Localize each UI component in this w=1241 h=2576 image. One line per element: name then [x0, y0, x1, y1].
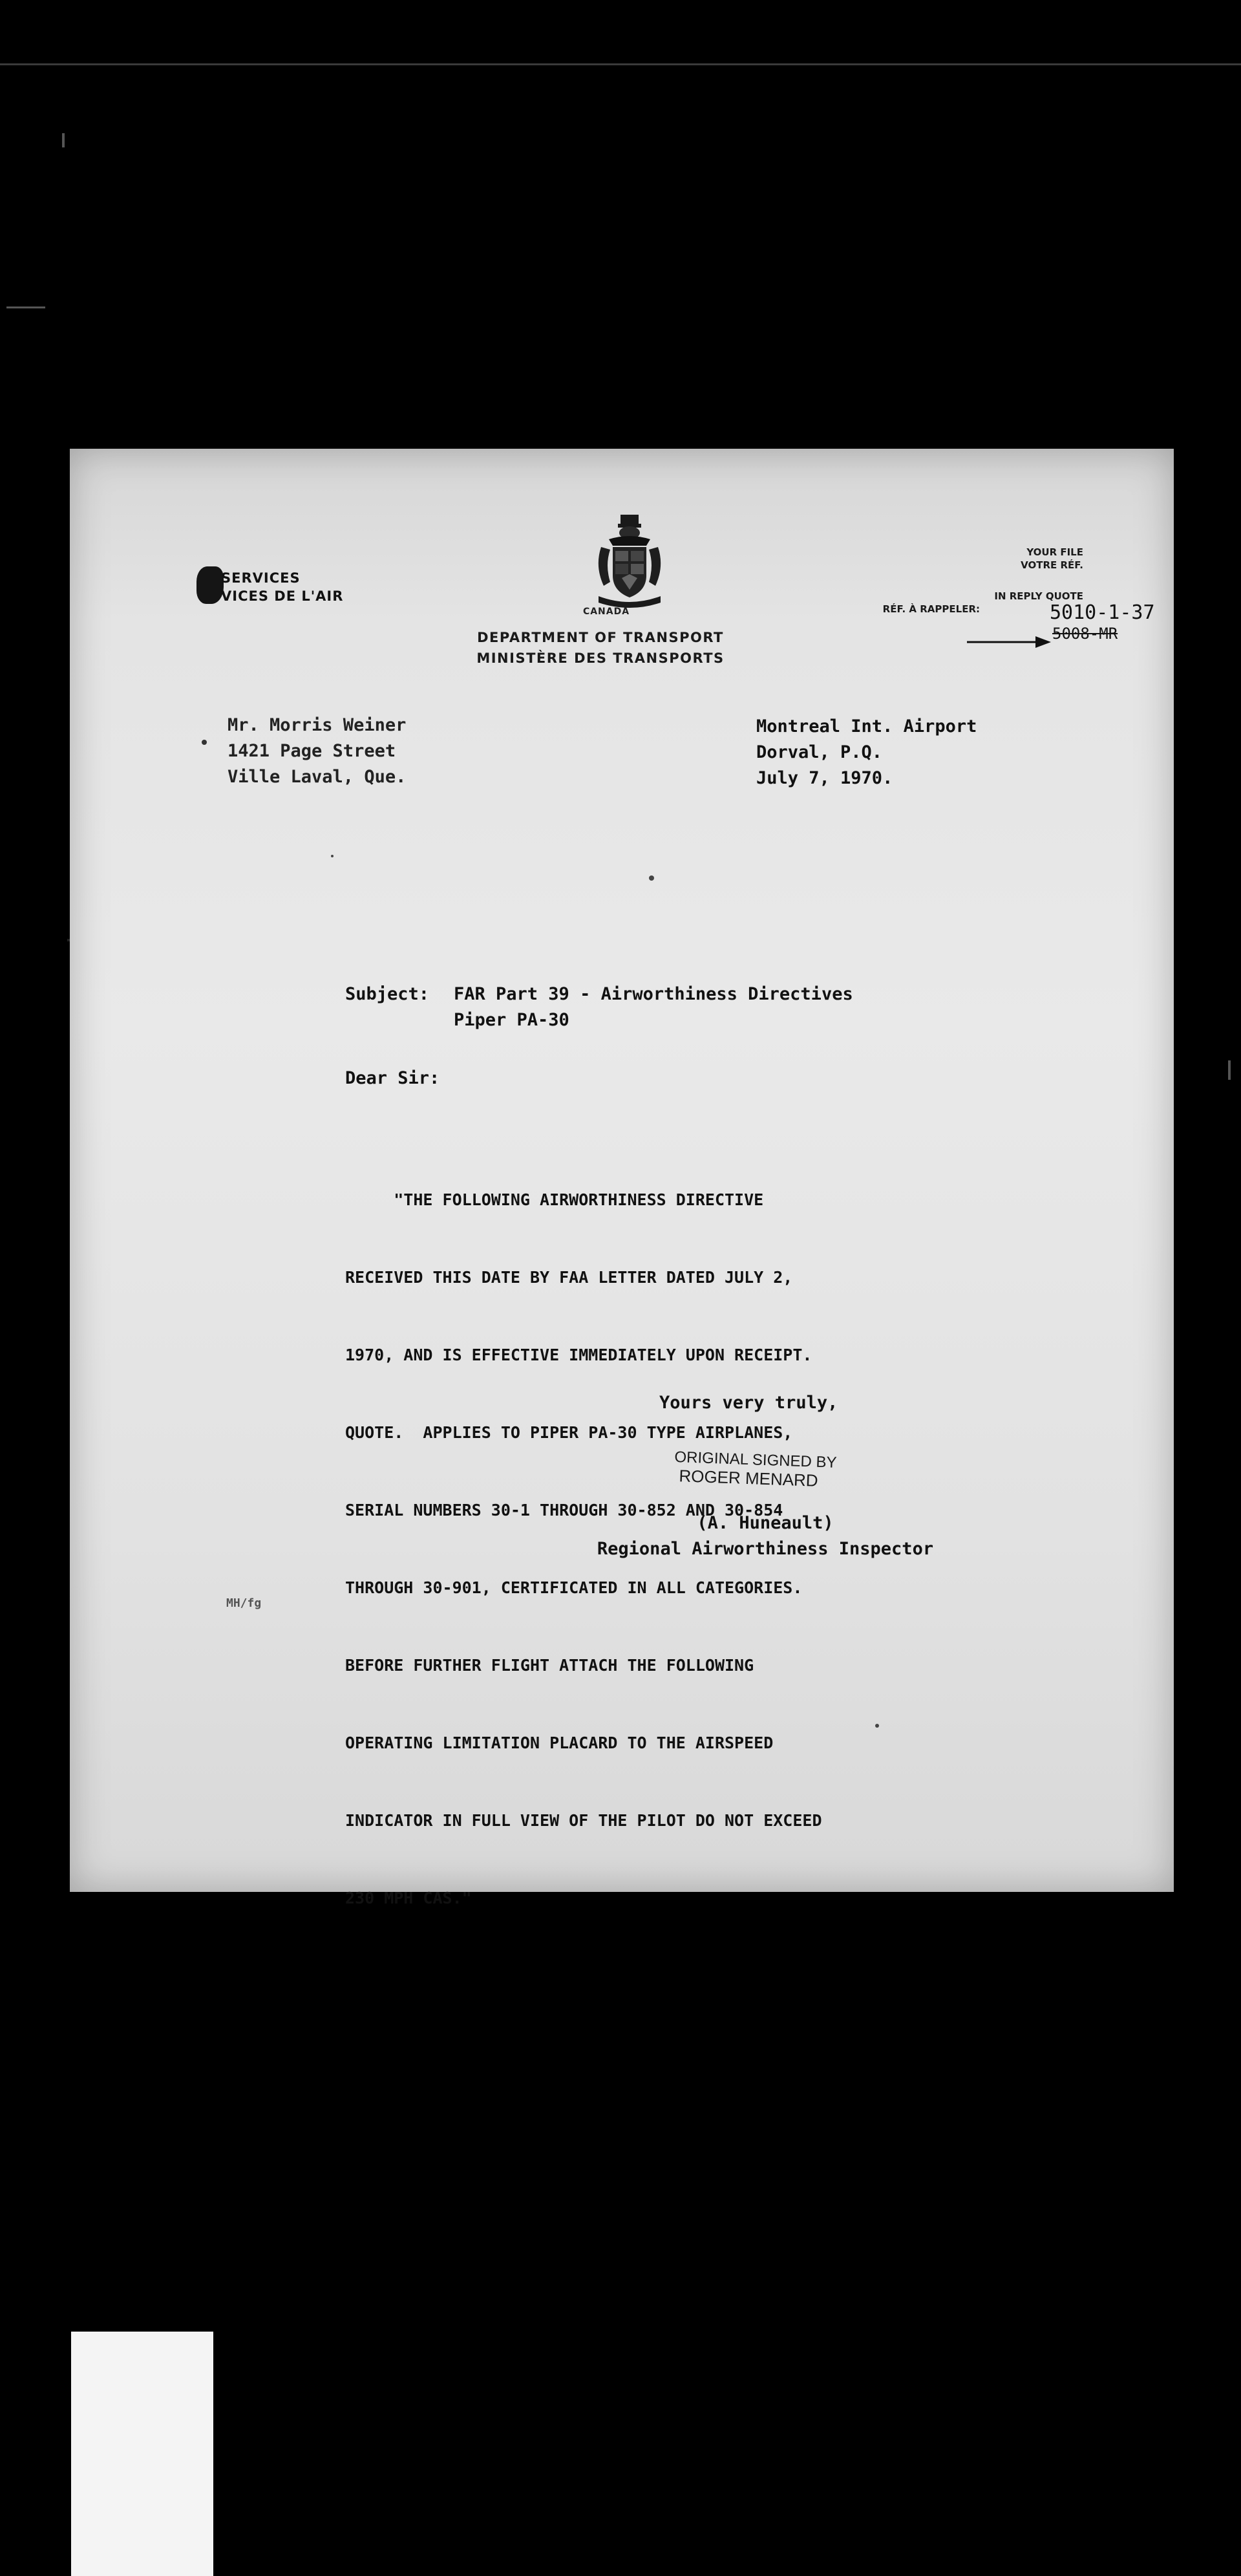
speck: [875, 1724, 879, 1728]
department-en: DEPARTMENT OF TRANSPORT: [477, 630, 724, 645]
signer-title: Regional Airworthiness Inspector: [597, 1539, 934, 1559]
canada-coat-of-arms-icon: [589, 513, 670, 610]
your-file-label: YOUR FILE: [1026, 546, 1083, 558]
speck: [649, 875, 654, 881]
sender-location: Montreal Int. Airport: [756, 716, 977, 736]
body-line: "THE FOLLOWING AIRWORTHINESS DIRECTIVE: [345, 1190, 764, 1209]
letter-date: July 7, 1970.: [756, 768, 893, 788]
votre-ref-label: VOTRE RÉF.: [1021, 559, 1083, 571]
reply-quote-label: IN REPLY QUOTE: [994, 590, 1083, 602]
body-line: 230 MPH CAS.": [345, 1889, 472, 1907]
reference-numbers: [1050, 603, 1155, 644]
canada-label: CANADA: [582, 606, 630, 617]
department-fr: MINISTÈRE DES TRANSPORTS: [476, 650, 725, 666]
speck: [202, 740, 207, 745]
film-scratch: [1228, 1060, 1231, 1080]
subject-line-1: FAR Part 39 - Airworthiness Directives: [454, 984, 853, 1004]
addressee-block: [228, 713, 406, 790]
body-line: SERIAL NUMBERS 30-1 THROUGH 30-852 AND 30-854: [345, 1501, 783, 1519]
sender-city: Dorval, P.Q.: [756, 742, 883, 762]
film-top-rule: [0, 63, 1241, 65]
subject-label: Subject:: [345, 984, 430, 1004]
signer-block: [571, 1510, 959, 1562]
addressee-name: Mr. Morris Weiner: [228, 715, 407, 735]
body-line: BEFORE FURTHER FLIGHT ATTACH THE FOLLOWING: [345, 1656, 754, 1675]
signature-stamp: [674, 1448, 837, 1490]
typist-initials: MH/fg: [226, 1596, 262, 1610]
sender-block: [756, 714, 977, 791]
letter-page: [70, 449, 1174, 1907]
services-en: SERVICES: [221, 570, 301, 586]
subject-block: [345, 982, 853, 1033]
addressee-city: Ville Laval, Que.: [228, 767, 407, 787]
ref-rappeler-label: RÉF. À RAPPELER:: [882, 603, 980, 615]
signature-stamp-line-2: ROGER MENARD: [679, 1466, 819, 1490]
services-label: [206, 569, 343, 605]
arrow-right-icon: [966, 635, 1052, 649]
body-line: 1970, AND IS EFFECTIVE IMMEDIATELY UPON RECEIPT.: [345, 1346, 812, 1364]
reference-number-2: 5008-MR: [1052, 625, 1118, 643]
subject-line-2: Piper PA-30: [454, 1010, 569, 1030]
reference-block: [812, 546, 1083, 616]
addressee-street: 1421 Page Street: [228, 741, 396, 761]
body-line: INDICATOR IN FULL VIEW OF THE PILOT DO NOT EXCEED: [345, 1811, 822, 1830]
film-scratch: [62, 133, 65, 147]
services-fr: VICES DE L'AIR: [221, 588, 344, 604]
closing: Yours very truly,: [659, 1393, 838, 1413]
salutation: Dear Sir:: [345, 1068, 440, 1088]
signature-stamp-line-1: ORIGINAL SIGNED BY: [674, 1448, 838, 1472]
reference-number: 5010-1-37: [1050, 601, 1155, 624]
body-line: THROUGH 30-901, CERTIFICATED IN ALL CATEGORIES.: [345, 1578, 803, 1597]
body-line: OPERATING LIMITATION PLACARD TO THE AIRSPEED: [345, 1733, 774, 1752]
film-leader-block: [71, 2332, 213, 2576]
signer-name: (A. Huneault): [697, 1513, 834, 1533]
body-line: RECEIVED THIS DATE BY FAA LETTER DATED JULY 2,: [345, 1268, 793, 1287]
film-scratch: [6, 306, 45, 308]
body-line: QUOTE. APPLIES TO PIPER PA-30 TYPE AIRPLANES,: [345, 1423, 793, 1442]
speck: [331, 855, 334, 857]
